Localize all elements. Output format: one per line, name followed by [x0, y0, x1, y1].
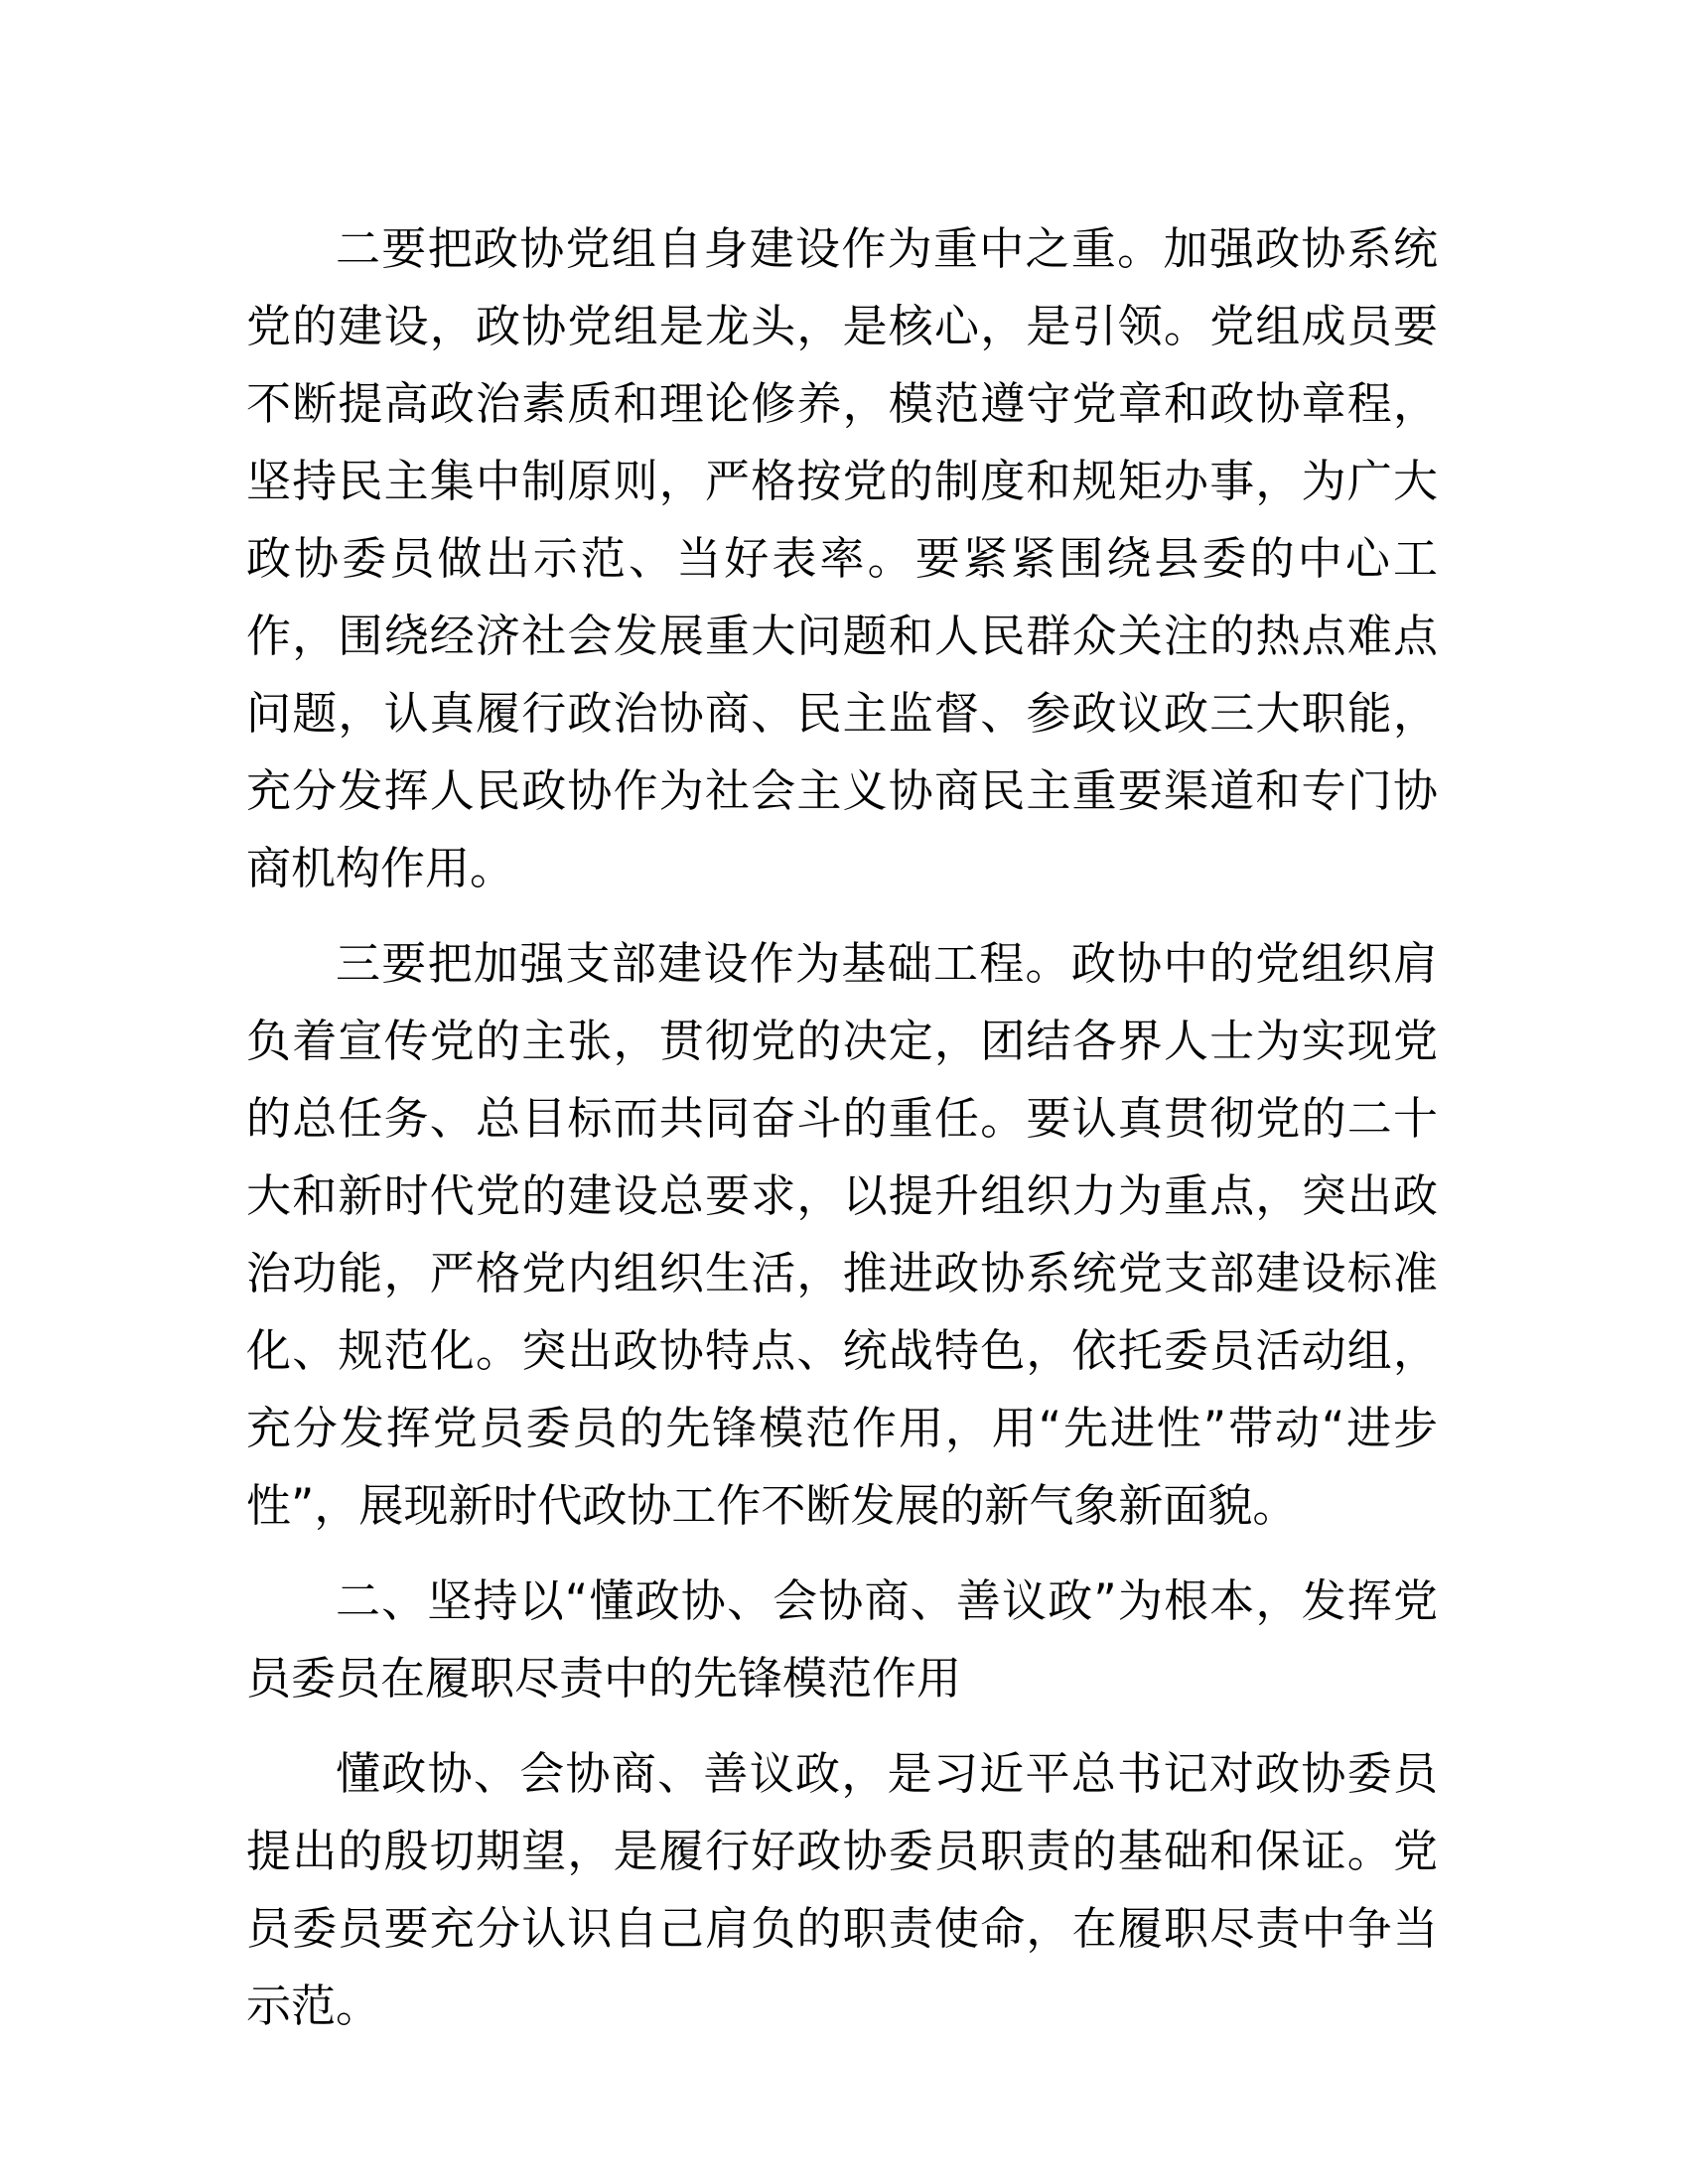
paragraph-party-group-building: 二要把政协党组自身建设作为重中之重。加强政协系统党的建设，政协党组是龙头，是核心，是引领。党组成员要不断提高政治素质和理论修养，模范遵守党章和政协章程，坚持民主集中制原则，严格按党的制度和规矩办事，为广大政协委员做出示范、当好表率。要紧紧围绕县委的中心工作，围绕经济社会发展重大问题和人民群众关注的热点难点问题，认真履行政治协商、民主监督、参政议政三大职能，充分发挥人民政协作为社会主义协商民主重要渠道和专门协商机构作用。 [246, 222, 1438, 894]
section-heading-two: 二、坚持以“懂政协、会协商、善议政”为根本，发挥党员委员在履职尽责中的先锋模范作用 [246, 1574, 1438, 1705]
document-body [246, 210, 1438, 2063]
paragraph-understand-cppcc: 懂政协、会协商、善议政，是习近平总书记对政协委员提出的殷切期望，是履行好政协委员职责的基础和保证。党员委员要充分认识自己肩负的职责使命，在履职尽责中争当示范。 [246, 1747, 1438, 2032]
paragraph-branch-building: 三要把加强支部建设作为基础工程。政协中的党组织肩负着宣传党的主张，贯彻党的决定，团结各界人士为实现党的总任务、总目标而共同奋斗的重任。要认真贯彻党的二十大和新时代党的建设总要求，以提升组织力为重点，突出政治功能，严格党内组织生活，推进政协系统党支部建设标准化、规范化。突出政协特点、统战特色，依托委员活动组，充分发挥党员委员的先锋模范作用，用“先进性”带动“进步性”，展现新时代政协工作不断发展的新气象新面貌。 [246, 937, 1438, 1532]
